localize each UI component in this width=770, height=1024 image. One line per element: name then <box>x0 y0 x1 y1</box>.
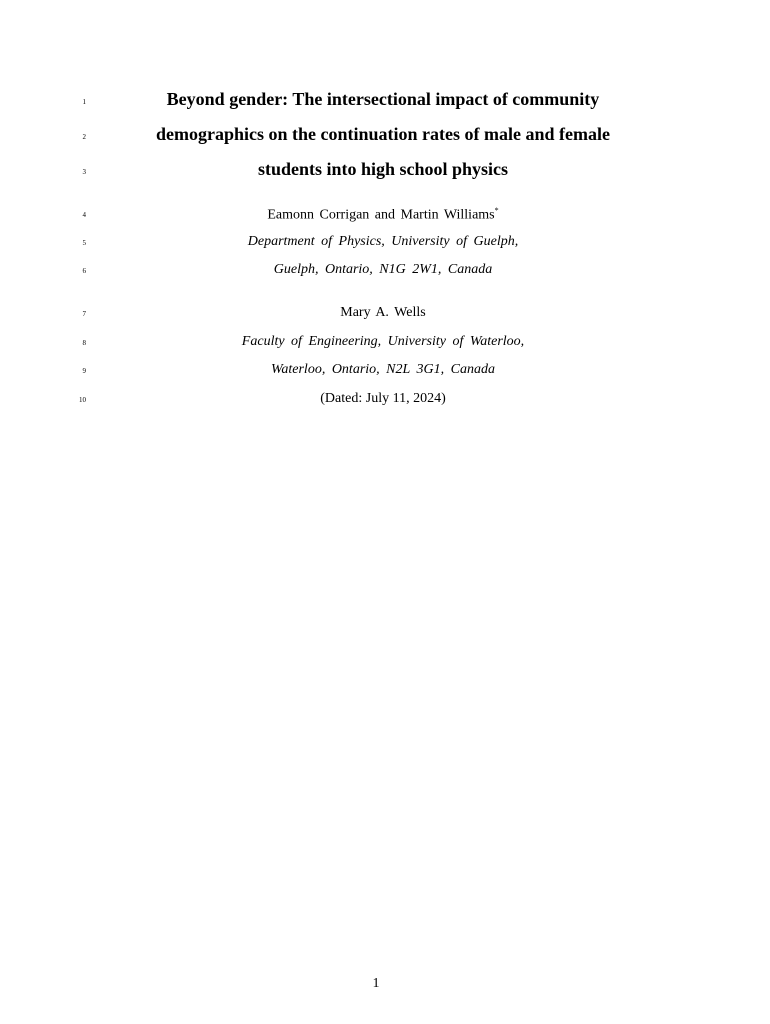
line-number: 8 <box>82 339 86 347</box>
line-number: 1 <box>82 98 86 106</box>
affiliation-text: Faculty of Engineering, University of Waterloo, <box>241 334 525 349</box>
title-text: demographics on the continuation rates of male and female <box>156 124 610 144</box>
page-number: 1 <box>372 976 380 991</box>
line-number: 10 <box>79 396 86 404</box>
author-line <box>0 200 770 228</box>
affiliation-text: Waterloo, Ontario, N2L 3G1, Canada <box>271 362 495 377</box>
line-number: 5 <box>82 239 86 247</box>
affiliation-line <box>0 256 770 284</box>
author-line <box>0 299 770 327</box>
line-number: 7 <box>82 310 86 318</box>
title-line <box>0 122 770 150</box>
affiliation-text: Guelph, Ontario, N1G 2W1, Canada <box>273 262 493 277</box>
affiliation-text: Department of Physics, University of Guelph, <box>247 234 519 249</box>
affiliation-line <box>0 356 770 384</box>
affiliation-line <box>0 228 770 256</box>
authors-group-1 <box>100 206 666 224</box>
title-line <box>0 87 770 115</box>
affiliation-line <box>0 328 770 356</box>
corresponding-author-mark: * <box>494 206 499 215</box>
title-text: students into high school physics <box>257 159 509 179</box>
title-line <box>0 157 770 185</box>
dated-text: (Dated: July 11, 2024) <box>320 391 446 406</box>
author-names: Eamonn Corrigan and Martin Williams <box>267 207 495 223</box>
line-number: 9 <box>82 367 86 375</box>
title-text: Beyond gender: The intersectional impact of community <box>166 89 600 109</box>
author-names: Mary A. Wells <box>340 305 426 320</box>
line-number: 6 <box>82 267 86 275</box>
line-number: 2 <box>82 133 86 141</box>
line-number: 4 <box>82 211 86 219</box>
dated-line <box>0 385 770 413</box>
line-number: 3 <box>82 168 86 176</box>
